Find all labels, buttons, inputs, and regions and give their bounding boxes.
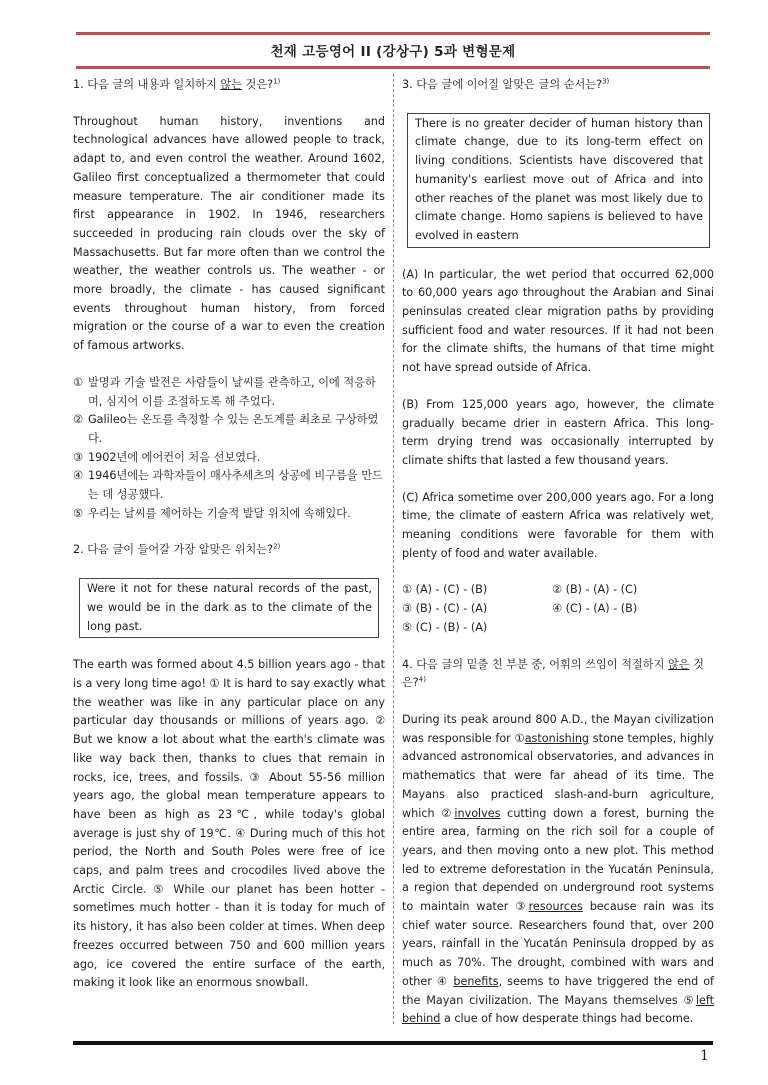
option-1[interactable]: ① 발명과 기술 발전은 사람들이 날씨를 관측하고, 이에 적응하며, 심지어 이를 조절하도록 해 주었다. xyxy=(73,375,376,408)
page-title: 천재 고등영어 II (강상구) 5과 변형문제 xyxy=(270,44,516,60)
column-divider xyxy=(393,74,394,1024)
question-3-paragraph-b: (B) From 125,000 years ago, however, the climate gradually became drier in eastern Africa. This long-term drying trend was occasionally interrupted by climate shifts that lasted a few thousand years. xyxy=(402,397,714,467)
question-4-passage: During its peak around 800 A.D., the Mayan civilization was responsible for ①astonishing stone temples, highly advanced astronomical observatories, and advances in mathematics that were far ahead of its time. The Mayans also practiced slash-and-burn agriculture, which ②involves cutting down a forest, burning the entire area, farming on the rich soil for a couple of years, and then moving onto a new plot. This method led to extreme deforestation in the Yucatán Peninsula, a region that depended on underground root systems to maintain water ③resources because rain was its chief water source. Researchers found that, over 200 years, rainfall in the Yucatán Peninsula dropped by as much as 70%. The drought, combined with wars and other ④ benefits, seems to have triggered the end of the Mayan civilization. The Mayans themselves ⑤left behind a clue of how desperate things had become. xyxy=(402,712,715,1026)
underlined-word-4: benefits xyxy=(453,974,499,988)
left-column xyxy=(73,76,385,993)
page-number: 1 xyxy=(700,1048,709,1064)
answer-1[interactable]: ① (A) - (C) - (B) xyxy=(402,583,488,597)
answer-4[interactable]: ④ (C) - (A) - (B) xyxy=(552,602,638,616)
footer-rule xyxy=(73,1041,713,1045)
option-2[interactable]: ② Galileo는 온도를 측정할 수 있는 온도계를 최초로 구상하였다. xyxy=(73,413,379,445)
answer-3[interactable]: ③ (B) - (C) - (A) xyxy=(402,602,488,616)
header-bottom-rule xyxy=(76,66,710,69)
underlined-word-3: resources xyxy=(528,900,583,914)
question-1-prompt: 1. 다음 글의 내용과 일치하지 않는 것은?$^{1)}$ xyxy=(73,77,281,91)
question-3-answers xyxy=(402,581,714,637)
header-top-rule xyxy=(76,32,710,35)
option-5[interactable]: ⑤ 우리는 날씨를 제어하는 기술적 발달 위치에 속해있다. xyxy=(73,506,351,520)
answer-2[interactable]: ② (B) - (A) - (C) xyxy=(552,583,638,597)
question-2-passage: The earth was formed about 4.5 billion years ago - that is a very long time ago! ① It is hard to say exactly what the weather was like in any particular place on any particular day thousands or millions of years ago. ② But we know a lot about what the earth's climate was like way back then, thanks to clues that remain in rocks, ice, trees, and fossils. ③ About 55-56 million years ago, the global mean temperature appears to have been as high as 23℃, while today's global average is just shy of 19℃. ④ During much of this hot period, the North and South Poles were free of ice caps, and palm trees and crocodiles lived above the Arctic Circle. ⑤ While our planet has been hotter - sometimes much hotter - than it is today for much of its history, it has also been colder at times. When deep freezes occurred between 750 and 600 million years ago, ice covered the entire surface of the earth, making it look like an enormous snowball. xyxy=(73,658,386,990)
underlined-word-2: involves xyxy=(454,806,501,820)
question-1-passage: Throughout human history, inventions and technological advances have allowed people to track, adapt to, and even control the weather. Around 1602, Galileo first conceptualized a thermometer that could measure temperature. The air conditioner made its first appearance in 1902. In 1946, researchers succeeded in producing rain clouds over the sky of Massachusetts. But far more often than we control the weather, the weather controls us. The weather - or more broadly, the climate - has caused significant events throughout human history, from forced migration or the course of a war to even the creation of famous artworks. xyxy=(73,114,385,353)
right-column xyxy=(402,76,714,1029)
underlined-word-1: astonishing xyxy=(524,731,590,745)
question-1-options xyxy=(73,374,385,524)
option-4[interactable]: ④ 1946년에는 과학자들이 매사추세츠의 상공에 비구름을 만드는 데 성공했다. xyxy=(73,469,383,502)
question-2-prompt: 2. 다음 글이 들어갈 가장 알맞은 위치는?$^{2)}$ xyxy=(73,542,281,557)
answer-5[interactable]: ⑤ (C) - (B) - (A) xyxy=(402,620,488,634)
option-3[interactable]: ③ 1902년에 에어컨이 처음 선보였다. xyxy=(73,450,261,464)
question-3-paragraph-a: (A) In particular, the wet period that occurred 62,000 to 60,000 years ago throughout the Arabian and Sinai peninsulas created clear migration paths by providing sufficient food and water resources. If it had not been for the climate shifts, the humans of that time might not have spread outside of Africa. xyxy=(402,267,714,375)
underlined-word-5: left behind xyxy=(402,993,714,1026)
question-2-given-sentence: Were it not for these natural records of the past, we would be in the dark as to the climate of the long past. xyxy=(79,578,379,638)
question-3-given-text: There is no greater decider of human history than climate change, due to its long-term effect on living conditions. Scientists have discovered that humanity's earliest move out of Africa and into other reaches of the planet was most likely due to climate change. Homo sapiens is believed to have evolved in eastern xyxy=(407,113,710,248)
question-3-prompt: 3. 다음 글에 이어질 알맞은 글의 순서는?$^{3)}$ xyxy=(402,77,610,91)
question-4-prompt: 4. 다음 글의 밑줄 친 부분 중, 어휘의 쓰임이 적절하지 않은 것은?$^{4)}$ xyxy=(402,657,704,690)
question-3-paragraph-c: (C) Africa sometime over 200,000 years ago. For a long time, the climate of eastern Africa was relatively wet, meaning conditions were favorable for them with plenty of food and water available. xyxy=(402,490,714,560)
